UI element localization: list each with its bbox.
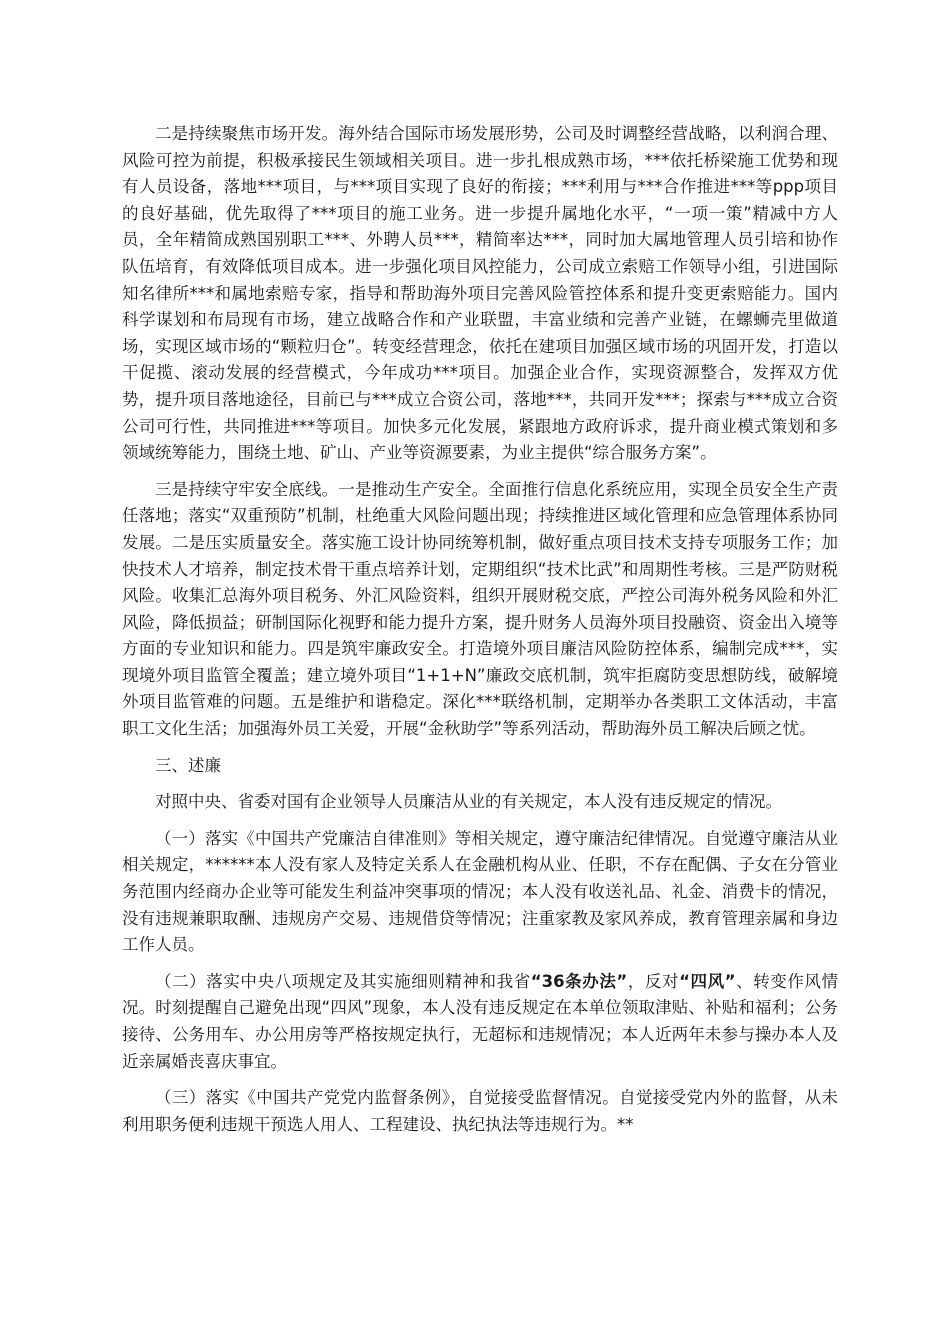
document-page [122,121,838,1148]
paragraph-integrity-discipline [122,826,838,959]
paragraph-text: 、转变作风情况。时刻提醒自己避免出现“四风”现象，本人没有违反规定在本单位领取津贴、补贴和福利；公务接待、公务用车、办公用房等严格按规定执行，无超标和违规情况；本人近两年未参与操办本人及近亲属婚丧喜庆事宜。 [122,971,839,1071]
paragraph-safety-bottom-line [122,477,838,743]
section-heading-integrity-report [122,753,838,780]
paragraph-market-development [122,121,838,467]
paragraph-supervision [122,1085,838,1138]
paragraph-text: （一）落实《中国共产党廉洁自律准则》等相关规定，遵守廉洁纪律情况。自觉遵守廉洁从业相关规定，******本人没有家人及特定关系人在金融机构从业、任职，不存在配偶、子女在分管业务范围内经商办企业等可能发生利益冲突事项的情况；本人没有收送礼品、礼金、消费卡的情况，没有违规兼职取酬、违规房产交易、违规借贷等情况；注重家教及家风养成，教育管理亲属和身边工作人员。 [122,828,838,955]
bold-term-four-winds: “四风” [679,971,736,991]
bold-term-36-measures: “36条办法” [530,971,628,991]
paragraph-integrity-intro [122,789,838,816]
paragraph-eight-regulations [122,969,838,1075]
paragraph-text: 二是持续聚焦市场开发。海外结合国际市场发展形势，公司及时调整经营战略，以利润合理、风险可控为前提，积极承接民生领域相关项目。进一步扎根成熟市场，***依托桥梁施工优势和现有人员设备，落地***项目，与***项目实现了良好的衔接；***利用与***合作推进***等ppp项目的良好基础，优先取得了***项目的施工业务。进一步提升属地化水平，“一项一策”精减中方人员，全年精简成熟国别职工***、外聘人员***，精简率达***，同时加大属地管理人员引培和协作队伍培育，有效降低项目成本。进一步强化项目风控能力，公司成立索赔工作领导小组，引进国际知名律所***和属地索赔专家，指导和帮助海外项目完善风险管控体系和提升变更索赔能力。国内科学谋划和布局现有市场，建立战略合作和产业联盟，丰富业绩和完善产业链，在螺蛳壳里做道场，实现区域市场的“颗粒归仓”。转变经营理念，依托在建项目加强区域市场的巩固开发，打造以干促揽、滚动发展的经营模式，今年成功***项目。加强企业合作，实现资源整合，发挥双方优势，提升项目落地途径，目前已与***成立合资公司，落地***，共同开发***；探索与***成立合资公司可行性，共同推进***等项目。加快多元化发展，紧跟地方政府诉求，提升商业模式策划和多领域统筹能力，围绕土地、矿山、产业等资源要素，为业主提供“综合服务方案”。 [122,124,838,463]
paragraph-text: （二）落实中央八项规定及其实施细则精神和我省 [155,971,531,991]
paragraph-text: 对照中央、省委对国有企业领导人员廉洁从业的有关规定，本人没有违反规定的情况。 [155,792,782,812]
paragraph-text: 三是持续守牢安全底线。一是推动生产安全。全面推行信息化系统应用，实现全员安全生产责任落地；落实“双重预防”机制，杜绝重大风险问题出现；持续推进区域化管理和应急管理体系协同发展。二是压实质量安全。落实施工设计协同统筹机制，做好重点项目技术支持专项服务工作；加快技术人才培养，制定技术骨干重点培养计划，定期组织“技术比武”和周期性考核。三是严防财税风险。收集汇总海外项目税务、外汇风险资料，组织开展财税交底，严控公司海外税务风险和外汇风险，降低损益；研制国际化视野和能力提升方案，提升财务人员海外项目投融资、资金出入境等方面的专业知识和能力。四是筑牢廉政安全。打造境外项目廉洁风险防控体系，编制完成***，实现境外项目监管全覆盖；建立境外项目“1+1+N”廉政交底机制，筑牢拒腐防变思想防线，破解境外项目监管难的问题。五是维护和谐稳定。深化***联络机制，定期举办各类职工文体活动，丰富职工文化生活；加强海外员工关爱，开展“金秋助学”等系列活动，帮助海外员工解决后顾之忧。 [122,479,838,739]
heading-text: 三、述廉 [155,755,221,775]
paragraph-text: （三）落实《中国共产党党内监督条例》，自觉接受监督情况。自觉接受党内外的监督，从未利用职务便利违规干预选人用人、工程建设、执纪执法等违规行为。** [122,1088,838,1134]
paragraph-text: ，反对 [627,971,680,991]
